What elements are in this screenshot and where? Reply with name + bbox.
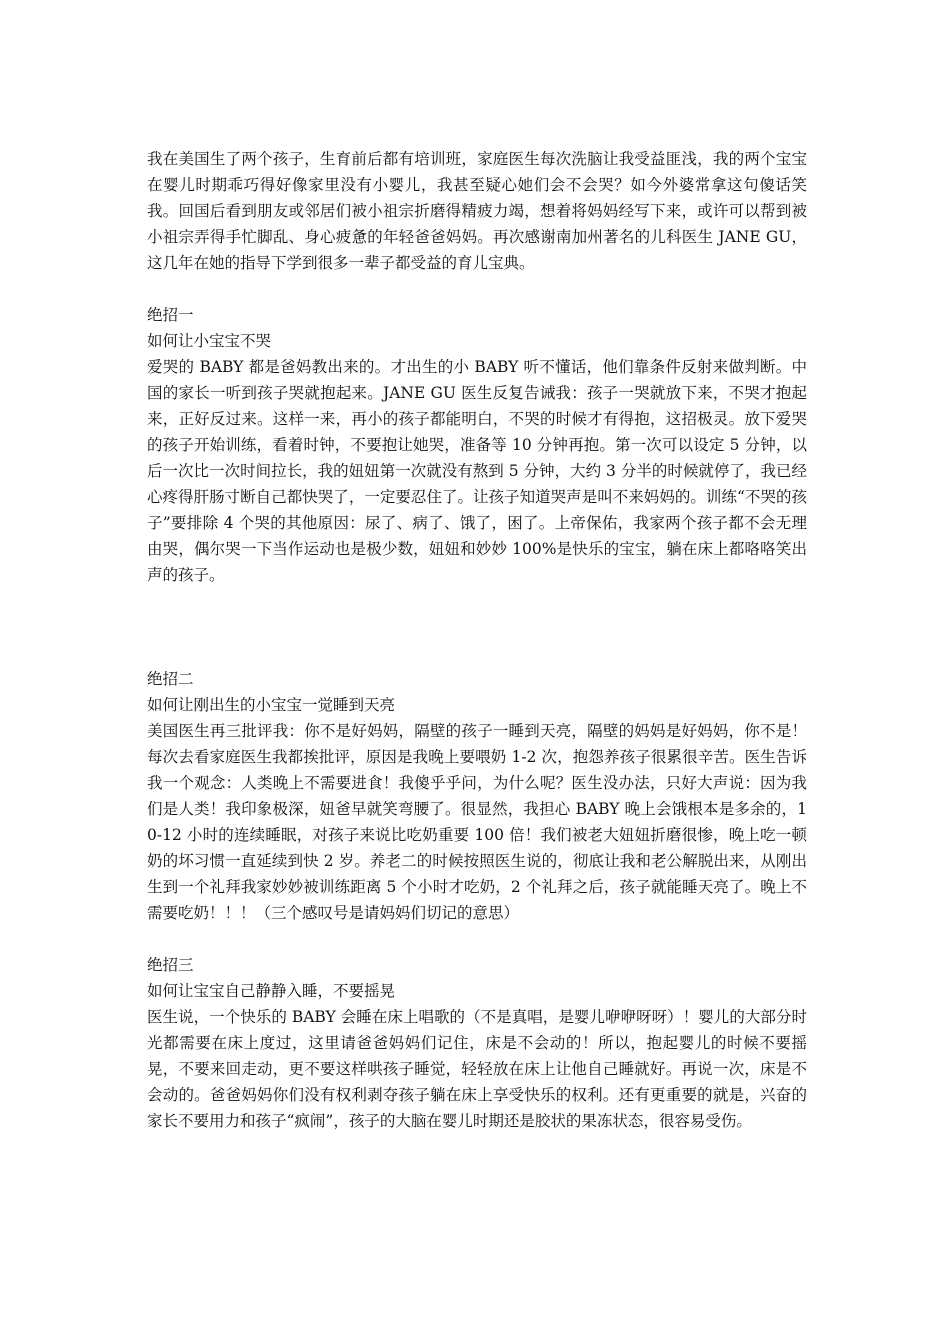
section-heading: 绝招二 [147,670,194,688]
section-body: 美国医生再三批评我：你不是好妈妈，隔壁的孩子一睡到天亮，隔壁的妈妈是好妈妈，你不是！每次去看家庭医生我都挨批评，原因是我晚上要喂奶 1-2 次，抱怨养孩子很累很辛苦。医生告诉我一个观念：人类晚上不需要进食！我傻乎乎问，为什么呢？医生没办法，只好大声说：因为我们是人类！我印象极深，妞爸早就笑弯腰了。很显然，我担心 BABY 晚上会饿根本是多余的，10-12 小时的连续睡眠，对孩子来说比吃奶重要 100 倍！我们被老大妞妞折磨很惨，晚上吃一顿奶的坏习惯一直延续到快 2 岁。养老二的时候按照医生说的，彻底让我和老公解脱出来，从刚出生到一个礼拜我家妙妙被训练距离 5 个小时才吃奶，2 个礼拜之后，孩子就能睡天亮了。晚上不需要吃奶！！！（三个感叹号是请妈妈们切记的意思） [147,722,807,922]
section-body: 医生说，一个快乐的 BABY 会睡在床上唱歌的（不是真唱，是婴儿咿咿呀呀）！婴儿的大部分时光都需要在床上度过，这里请爸爸妈妈们记住，床是不会动的！所以，抱起婴儿的时候不要摇晃，不要来回走动，更不要这样哄孩子睡觉，轻轻放在床上让他自己睡就好。再说一次，床是不会动的。爸爸妈妈你们没有权利剥夺孩子躺在床上享受快乐的权利。还有更重要的就是，兴奋的家长不要用力和孩子“疯闹”，孩子的大脑在婴儿时期还是胶状的果冻状态，很容易受伤。 [147,1008,807,1130]
spacer [147,588,807,666]
section-subtitle: 如何让小宝宝不哭 [147,332,272,350]
section-trick-one [147,302,807,588]
section-heading: 绝招一 [147,306,194,324]
document-body [147,146,807,1134]
spacer [147,926,807,952]
section-subtitle: 如何让刚出生的小宝宝一觉睡到天亮 [147,696,396,714]
section-trick-two [147,666,807,926]
section-heading: 绝招三 [147,956,194,974]
section-subtitle: 如何让宝宝自己静静入睡，不要摇晃 [147,982,396,1000]
section-trick-three [147,952,807,1134]
intro-paragraph: 我在美国生了两个孩子，生育前后都有培训班，家庭医生每次洗脑让我受益匪浅，我的两个宝宝在婴儿时期乖巧得好像家里没有小婴儿，我甚至疑心她们会不会哭？如今外婆常拿这句傻话笑我。回国后看到朋友或邻居们被小祖宗折磨得精疲力竭，想着将妈妈经写下来，或许可以帮到被小祖宗弄得手忙脚乱、身心疲惫的年轻爸爸妈妈。再次感谢南加州著名的儿科医生 JANE GU，这几年在她的指导下学到很多一辈子都受益的育儿宝典。 [147,150,807,272]
spacer [147,276,807,302]
section-body: 爱哭的 BABY 都是爸妈教出来的。才出生的小 BABY 听不懂话，他们靠条件反射来做判断。中国的家长一听到孩子哭就抱起来。JANE GU 医生反复告诫我：孩子一哭就放下来，不哭才抱起来，正好反过来。这样一来，再小的孩子都能明白，不哭的时候才有得抱，这招极灵。放下爱哭的孩子开始训练，看着时钟，不要抱让她哭，准备等 10 分钟再抱。第一次可以设定 5 分钟，以后一次比一次时间拉长，我的妞妞第一次就没有熬到 5 分钟，大约 3 分半的时候就停了，我已经心疼得肝肠寸断自己都快哭了，一定要忍住了。让孩子知道哭声是叫不来妈妈的。训练“不哭的孩子”要排除 4 个哭的其他原因：尿了、病了、饿了，困了。上帝保佑，我家两个孩子都不会无理由哭，偶尔哭一下当作运动也是极少数，妞妞和妙妙 100%是快乐的宝宝，躺在床上都咯咯笑出声的孩子。 [147,358,807,584]
